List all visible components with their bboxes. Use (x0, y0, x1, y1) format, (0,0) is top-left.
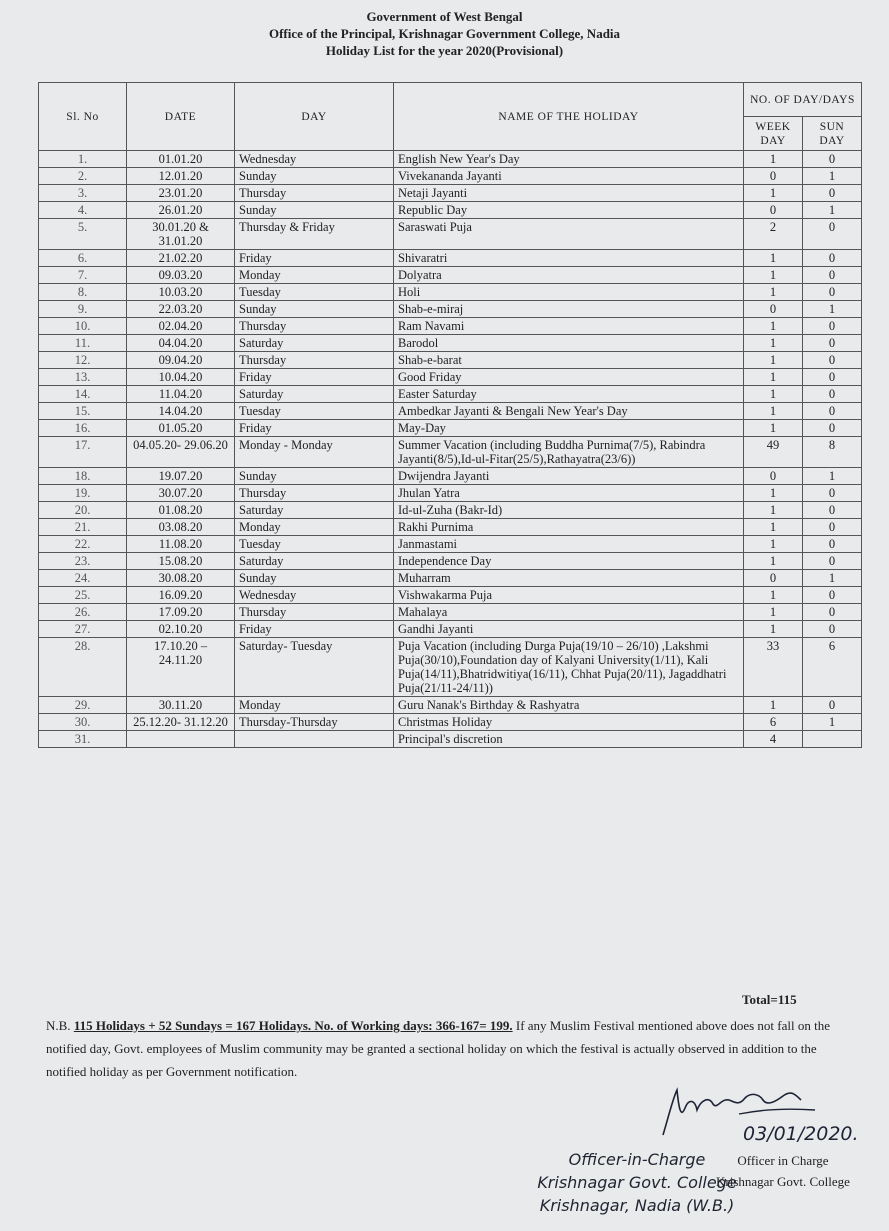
cell-day: Wednesday (235, 151, 394, 168)
table-row (39, 202, 862, 219)
cell-holiday-name: Id-ul-Zuha (Bakr-Id) (394, 502, 744, 519)
cell-holiday-name: Rakhi Purnima (394, 519, 744, 536)
cell-date: 11.08.20 (127, 536, 235, 553)
cell-day: Thursday & Friday (235, 219, 394, 250)
cell-week-days: 1 (744, 553, 803, 570)
cell-holiday-name: English New Year's Day (394, 151, 744, 168)
cell-week-days: 1 (744, 267, 803, 284)
table-row (39, 536, 862, 553)
cell-holiday-name: Good Friday (394, 369, 744, 386)
cell-holiday-name: Holi (394, 284, 744, 301)
stamp-title: Officer-in-Charge (568, 1150, 706, 1169)
cell-slno: 17. (39, 437, 127, 468)
cell-sun-days: 0 (803, 219, 862, 250)
cell-week-days: 2 (744, 219, 803, 250)
cell-week-days: 0 (744, 570, 803, 587)
table-row (39, 219, 862, 250)
cell-date: 22.03.20 (127, 301, 235, 318)
cell-day: Sunday (235, 168, 394, 185)
col-header-no-of-days: NO. OF DAY/DAYS (744, 83, 862, 117)
cell-slno: 7. (39, 267, 127, 284)
table-row (39, 604, 862, 621)
table-row (39, 621, 862, 638)
cell-week-days: 49 (744, 437, 803, 468)
table-row (39, 437, 862, 468)
table-row (39, 519, 862, 536)
cell-date: 30.11.20 (127, 697, 235, 714)
cell-slno: 31. (39, 731, 127, 748)
cell-sun-days: 1 (803, 168, 862, 185)
cell-day: Monday (235, 519, 394, 536)
cell-slno: 25. (39, 587, 127, 604)
table-row (39, 697, 862, 714)
cell-slno: 24. (39, 570, 127, 587)
cell-date: 01.05.20 (127, 420, 235, 437)
header-title: Holiday List for the year 2020(Provisional) (325, 43, 564, 58)
cell-holiday-name: Shab-e-miraj (394, 301, 744, 318)
cell-day: Saturday (235, 335, 394, 352)
cell-slno: 23. (39, 553, 127, 570)
cell-slno: 13. (39, 369, 127, 386)
col-header-sun-day: SUN DAY (803, 117, 862, 151)
cell-slno: 26. (39, 604, 127, 621)
cell-date: 26.01.20 (127, 202, 235, 219)
officer-stamp (532, 1148, 742, 1217)
cell-day: Tuesday (235, 536, 394, 553)
col-header-day: DAY (235, 83, 394, 151)
printed-designation (716, 1150, 850, 1192)
table-row (39, 638, 862, 697)
header-government: Government of West Bengal (366, 9, 523, 24)
cell-sun-days: 0 (803, 318, 862, 335)
table-row (39, 714, 862, 731)
cell-date: 19.07.20 (127, 468, 235, 485)
table-row (39, 403, 862, 420)
cell-slno: 12. (39, 352, 127, 369)
table-row (39, 301, 862, 318)
cell-sun-days: 0 (803, 553, 862, 570)
cell-day: Saturday (235, 386, 394, 403)
cell-week-days: 1 (744, 485, 803, 502)
document-header (0, 8, 889, 59)
cell-week-days: 1 (744, 352, 803, 369)
cell-date: 10.04.20 (127, 369, 235, 386)
cell-slno: 15. (39, 403, 127, 420)
cell-sun-days: 0 (803, 519, 862, 536)
cell-week-days: 1 (744, 335, 803, 352)
table-row (39, 151, 862, 168)
cell-holiday-name: Jhulan Yatra (394, 485, 744, 502)
cell-holiday-name: Mahalaya (394, 604, 744, 621)
cell-sun-days (803, 731, 862, 748)
cell-week-days: 1 (744, 519, 803, 536)
cell-holiday-name: Dolyatra (394, 267, 744, 284)
note-holiday-count: 115 Holidays + 52 Sundays = (73, 1018, 237, 1033)
cell-sun-days: 0 (803, 151, 862, 168)
cell-slno: 10. (39, 318, 127, 335)
cell-holiday-name: Janmastami (394, 536, 744, 553)
cell-sun-days: 1 (803, 714, 862, 731)
cell-date (127, 731, 235, 748)
table-row (39, 335, 862, 352)
cell-holiday-name: Republic Day (394, 202, 744, 219)
col-header-date: DATE (127, 83, 235, 151)
cell-holiday-name: Vishwakarma Puja (394, 587, 744, 604)
cell-day: Saturday- Tuesday (235, 638, 394, 697)
cell-holiday-name: Dwijendra Jayanti (394, 468, 744, 485)
cell-day: Friday (235, 369, 394, 386)
cell-slno: 3. (39, 185, 127, 202)
col-header-week-day: WEEK DAY (744, 117, 803, 151)
cell-slno: 8. (39, 284, 127, 301)
cell-slno: 9. (39, 301, 127, 318)
cell-date: 11.04.20 (127, 386, 235, 403)
cell-day: Tuesday (235, 403, 394, 420)
cell-slno: 11. (39, 335, 127, 352)
holiday-table-body (39, 151, 862, 748)
cell-date: 03.08.20 (127, 519, 235, 536)
cell-week-days: 1 (744, 697, 803, 714)
table-row (39, 369, 862, 386)
cell-holiday-name: Christmas Holiday (394, 714, 744, 731)
cell-sun-days: 1 (803, 570, 862, 587)
cell-week-days: 6 (744, 714, 803, 731)
table-row (39, 502, 862, 519)
cell-slno: 18. (39, 468, 127, 485)
cell-week-days: 1 (744, 403, 803, 420)
cell-day: Saturday (235, 502, 394, 519)
table-row (39, 570, 862, 587)
cell-sun-days: 6 (803, 638, 862, 697)
cell-sun-days: 0 (803, 185, 862, 202)
note-body: If any Muslim Festival mentioned above does not fall on the notified day, Govt. employees of Muslim community may be granted a sectional holiday on which the festival is actually observed in addition to the notified holiday as per Government notification. (46, 1018, 830, 1079)
cell-day: Sunday (235, 202, 394, 219)
table-row (39, 352, 862, 369)
cell-holiday-name: Gandhi Jayanti (394, 621, 744, 638)
cell-day: Monday - Monday (235, 437, 394, 468)
cell-slno: 5. (39, 219, 127, 250)
cell-week-days: 1 (744, 536, 803, 553)
col-header-holiday-name: NAME OF THE HOLIDAY (394, 83, 744, 151)
table-row (39, 420, 862, 437)
cell-week-days: 1 (744, 250, 803, 267)
table-row (39, 386, 862, 403)
cell-week-days: 0 (744, 202, 803, 219)
cell-date: 04.04.20 (127, 335, 235, 352)
table-row (39, 731, 862, 748)
header-office: Office of the Principal, Krishnagar Government College, Nadia (268, 26, 621, 41)
table-row (39, 468, 862, 485)
table-row (39, 168, 862, 185)
cell-slno: 28. (39, 638, 127, 697)
cell-sun-days: 8 (803, 437, 862, 468)
cell-date: 01.08.20 (127, 502, 235, 519)
cell-sun-days: 1 (803, 202, 862, 219)
stamp-location: Krishnagar, Nadia (W.B.) (539, 1196, 735, 1215)
cell-slno: 6. (39, 250, 127, 267)
cell-sun-days: 0 (803, 335, 862, 352)
cell-date: 09.04.20 (127, 352, 235, 369)
cell-day: Wednesday (235, 587, 394, 604)
cell-holiday-name: Summer Vacation (including Buddha Purnima(7/5), Rabindra Jayanti(8/5),Id-ul-Fitar(25/5),Rathayatra(23/6)) (394, 437, 744, 468)
table-row (39, 553, 862, 570)
cell-holiday-name: Netaji Jayanti (394, 185, 744, 202)
cell-sun-days: 0 (803, 250, 862, 267)
table-row (39, 284, 862, 301)
cell-day (235, 731, 394, 748)
cell-date: 02.10.20 (127, 621, 235, 638)
holiday-table (38, 82, 862, 748)
cell-day: Friday (235, 420, 394, 437)
cell-week-days: 1 (744, 369, 803, 386)
cell-day: Sunday (235, 570, 394, 587)
cell-day: Friday (235, 250, 394, 267)
cell-day: Monday (235, 267, 394, 284)
cell-sun-days: 0 (803, 267, 862, 284)
cell-slno: 4. (39, 202, 127, 219)
cell-slno: 1. (39, 151, 127, 168)
cell-holiday-name: Muharram (394, 570, 744, 587)
cell-holiday-name: May-Day (394, 420, 744, 437)
signature-underline (739, 1109, 815, 1114)
cell-date: 12.01.20 (127, 168, 235, 185)
handwritten-date: 03/01/2020. (743, 1123, 859, 1145)
cell-week-days: 0 (744, 301, 803, 318)
cell-day: Friday (235, 621, 394, 638)
cell-sun-days: 0 (803, 386, 862, 403)
cell-day: Thursday (235, 185, 394, 202)
cell-slno: 19. (39, 485, 127, 502)
cell-date: 14.04.20 (127, 403, 235, 420)
note-working-days: 167 Holidays. No. of Working days: 366-167= 199. (236, 1018, 513, 1033)
cell-holiday-name: Ram Navami (394, 318, 744, 335)
col-header-slno: Sl. No (39, 83, 127, 151)
cell-holiday-name: Vivekananda Jayanti (394, 168, 744, 185)
note-paragraph (46, 1014, 846, 1083)
cell-sun-days: 0 (803, 536, 862, 553)
cell-date: 25.12.20- 31.12.20 (127, 714, 235, 731)
cell-date: 17.10.20 – 24.11.20 (127, 638, 235, 697)
cell-week-days: 1 (744, 502, 803, 519)
cell-week-days: 33 (744, 638, 803, 697)
cell-day: Saturday (235, 553, 394, 570)
cell-day: Thursday (235, 318, 394, 335)
table-row (39, 485, 862, 502)
cell-slno: 16. (39, 420, 127, 437)
cell-sun-days: 0 (803, 420, 862, 437)
stamp-college: Krishnagar Govt. College (537, 1173, 737, 1192)
cell-date: 21.02.20 (127, 250, 235, 267)
cell-date: 30.07.20 (127, 485, 235, 502)
table-row (39, 267, 862, 284)
cell-date: 30.01.20 & 31.01.20 (127, 219, 235, 250)
cell-week-days: 1 (744, 587, 803, 604)
cell-week-days: 1 (744, 185, 803, 202)
note-prefix: N.B. (46, 1018, 74, 1033)
total-label: Total=115 (742, 992, 797, 1007)
table-row (39, 587, 862, 604)
cell-slno: 27. (39, 621, 127, 638)
cell-week-days: 1 (744, 318, 803, 335)
cell-slno: 30. (39, 714, 127, 731)
cell-date: 01.01.20 (127, 151, 235, 168)
cell-holiday-name: Principal's discretion (394, 731, 744, 748)
cell-sun-days: 0 (803, 587, 862, 604)
cell-sun-days: 0 (803, 403, 862, 420)
table-row (39, 250, 862, 267)
cell-holiday-name: Barodol (394, 335, 744, 352)
cell-sun-days: 0 (803, 369, 862, 386)
cell-slno: 21. (39, 519, 127, 536)
cell-sun-days: 1 (803, 301, 862, 318)
cell-week-days: 1 (744, 621, 803, 638)
cell-week-days: 0 (744, 468, 803, 485)
cell-week-days: 1 (744, 151, 803, 168)
cell-slno: 29. (39, 697, 127, 714)
cell-day: Sunday (235, 301, 394, 318)
cell-holiday-name: Shivaratri (394, 250, 744, 267)
printed-college: Krishnagar Govt. College (716, 1174, 850, 1189)
cell-holiday-name: Ambedkar Jayanti & Bengali New Year's Day (394, 403, 744, 420)
cell-date: 02.04.20 (127, 318, 235, 335)
cell-sun-days: 0 (803, 284, 862, 301)
cell-holiday-name: Shab-e-barat (394, 352, 744, 369)
cell-sun-days: 0 (803, 604, 862, 621)
handwritten-signature (655, 1080, 885, 1150)
cell-slno: 2. (39, 168, 127, 185)
cell-sun-days: 0 (803, 352, 862, 369)
cell-day: Monday (235, 697, 394, 714)
cell-slno: 14. (39, 386, 127, 403)
cell-sun-days: 1 (803, 468, 862, 485)
cell-sun-days: 0 (803, 697, 862, 714)
cell-day: Thursday (235, 485, 394, 502)
cell-holiday-name: Guru Nanak's Birthday & Rashyatra (394, 697, 744, 714)
cell-week-days: 1 (744, 284, 803, 301)
cell-holiday-name: Easter Saturday (394, 386, 744, 403)
cell-date: 09.03.20 (127, 267, 235, 284)
cell-holiday-name: Saraswati Puja (394, 219, 744, 250)
printed-officer: Officer in Charge (737, 1153, 829, 1168)
cell-week-days: 1 (744, 604, 803, 621)
cell-date: 30.08.20 (127, 570, 235, 587)
cell-sun-days: 0 (803, 621, 862, 638)
cell-sun-days: 0 (803, 502, 862, 519)
cell-week-days: 0 (744, 168, 803, 185)
cell-date: 16.09.20 (127, 587, 235, 604)
cell-day: Thursday (235, 352, 394, 369)
cell-date: 23.01.20 (127, 185, 235, 202)
cell-day: Tuesday (235, 284, 394, 301)
cell-holiday-name: Puja Vacation (including Durga Puja(19/10 – 26/10) ,Lakshmi Puja(30/10),Foundation day of Kalyani University(1/11), Kali Puja(14/11),Bhatridwitiya(16/11), Chhat Puja(20/11), Jagaddhatri Puja(21/11-24/11)) (394, 638, 744, 697)
cell-week-days: 1 (744, 420, 803, 437)
cell-date: 10.03.20 (127, 284, 235, 301)
cell-week-days: 4 (744, 731, 803, 748)
cell-date: 15.08.20 (127, 553, 235, 570)
cell-day: Thursday-Thursday (235, 714, 394, 731)
cell-date: 04.05.20- 29.06.20 (127, 437, 235, 468)
cell-sun-days: 0 (803, 485, 862, 502)
cell-date: 17.09.20 (127, 604, 235, 621)
table-row (39, 185, 862, 202)
cell-slno: 20. (39, 502, 127, 519)
cell-day: Sunday (235, 468, 394, 485)
table-row (39, 318, 862, 335)
cell-holiday-name: Independence Day (394, 553, 744, 570)
cell-slno: 22. (39, 536, 127, 553)
cell-week-days: 1 (744, 386, 803, 403)
cell-day: Thursday (235, 604, 394, 621)
